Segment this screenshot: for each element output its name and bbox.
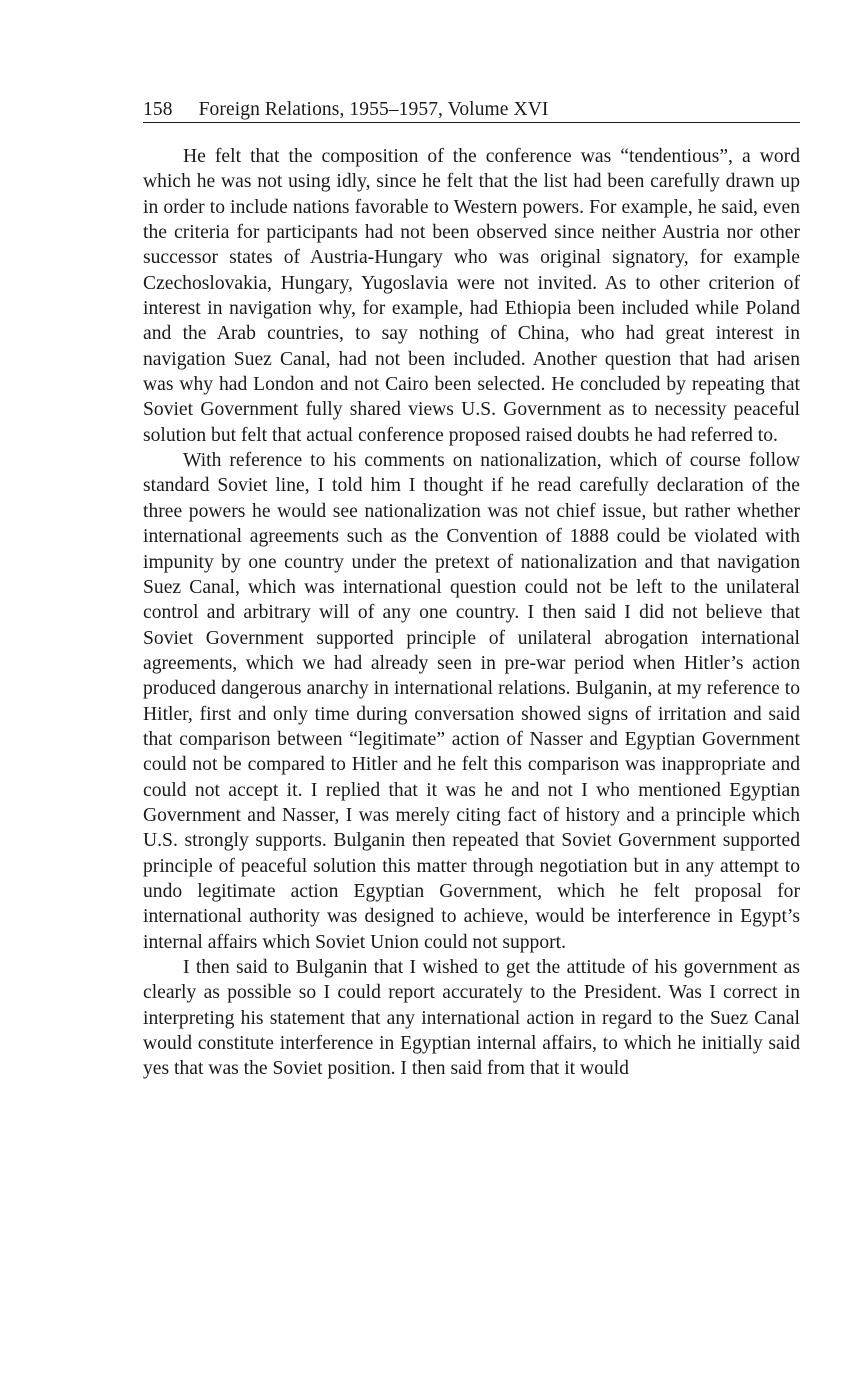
running-title: Foreign Relations, 1955–1957, Volume XVI bbox=[198, 99, 549, 120]
running-header bbox=[143, 98, 800, 123]
paragraph-2: With reference to his comments on nationalization, which of course follow standard Soviet line, I told him I thought if he read carefully declaration of the three powers he would see nationalization was not chief issue, but rather whether international agreements such as the Convention of 1888 could be violated with impunity by one country under the pretext of nationalization and that navigation Suez Canal, which was international question could not be left to the unilateral control and arbitrary will of any one country. I then said I did not believe that Soviet Government supported principle of unilateral abrogation international agreements, which we had already seen in pre-war period when Hitler’s action produced dangerous anarchy in international relations. Bulganin, at my reference to Hitler, first and only time during conversation showed signs of irritation and said that comparison between “legitimate” action of Nasser and Egyptian Government could not be compared to Hitler and he felt this comparison was inappropriate and could not accept it. I replied that it was he and not I who mentioned Egyptian Government and Nasser, I was merely citing fact of history and a principle which U.S. strongly supports. Bulganin then repeated that Soviet Government supported principle of peaceful solution this matter through negotiation but in any attempt to undo legitimate action Egyptian Government, which he felt proposal for international authority was designed to achieve, would be interference in Egypt’s internal affairs which Soviet Union could not support. bbox=[143, 450, 800, 953]
paragraph-1: He felt that the composition of the conference was “tendentious”, a word which he was not using idly, since he felt that the list had been carefully drawn up in order to include nations favorable to Western powers. For example, he said, even the criteria for participants had not been observed since neither Austria nor other successor states of Austria-Hungary who was original signatory, for example Czechoslovakia, Hungary, Yugoslavia were not invited. As to other criterion of interest in navigation why, for example, had Ethiopia been included while Poland and the Arab countries, to say nothing of China, who had great interest in navigation Suez Canal, had not been included. Another question that had arisen was why had London and not Cairo been selected. He concluded by repeating that Soviet Government fully shared views U.S. Government as to necessity peaceful solution but felt that actual conference proposed raised doubts he had referred to. bbox=[143, 146, 800, 446]
document-page bbox=[143, 98, 800, 1082]
page-number: 158 bbox=[143, 99, 173, 120]
paragraph-3: I then said to Bulganin that I wished to get the attitude of his government as clearly as possible so I could report accurately to the President. Was I correct in interpreting his statement that any international action in regard to the Suez Canal would constitute interference in Egyptian internal affairs, to which he initially said yes that was the Soviet position. I then said from that it would bbox=[143, 957, 800, 1080]
body-text bbox=[143, 144, 800, 1082]
